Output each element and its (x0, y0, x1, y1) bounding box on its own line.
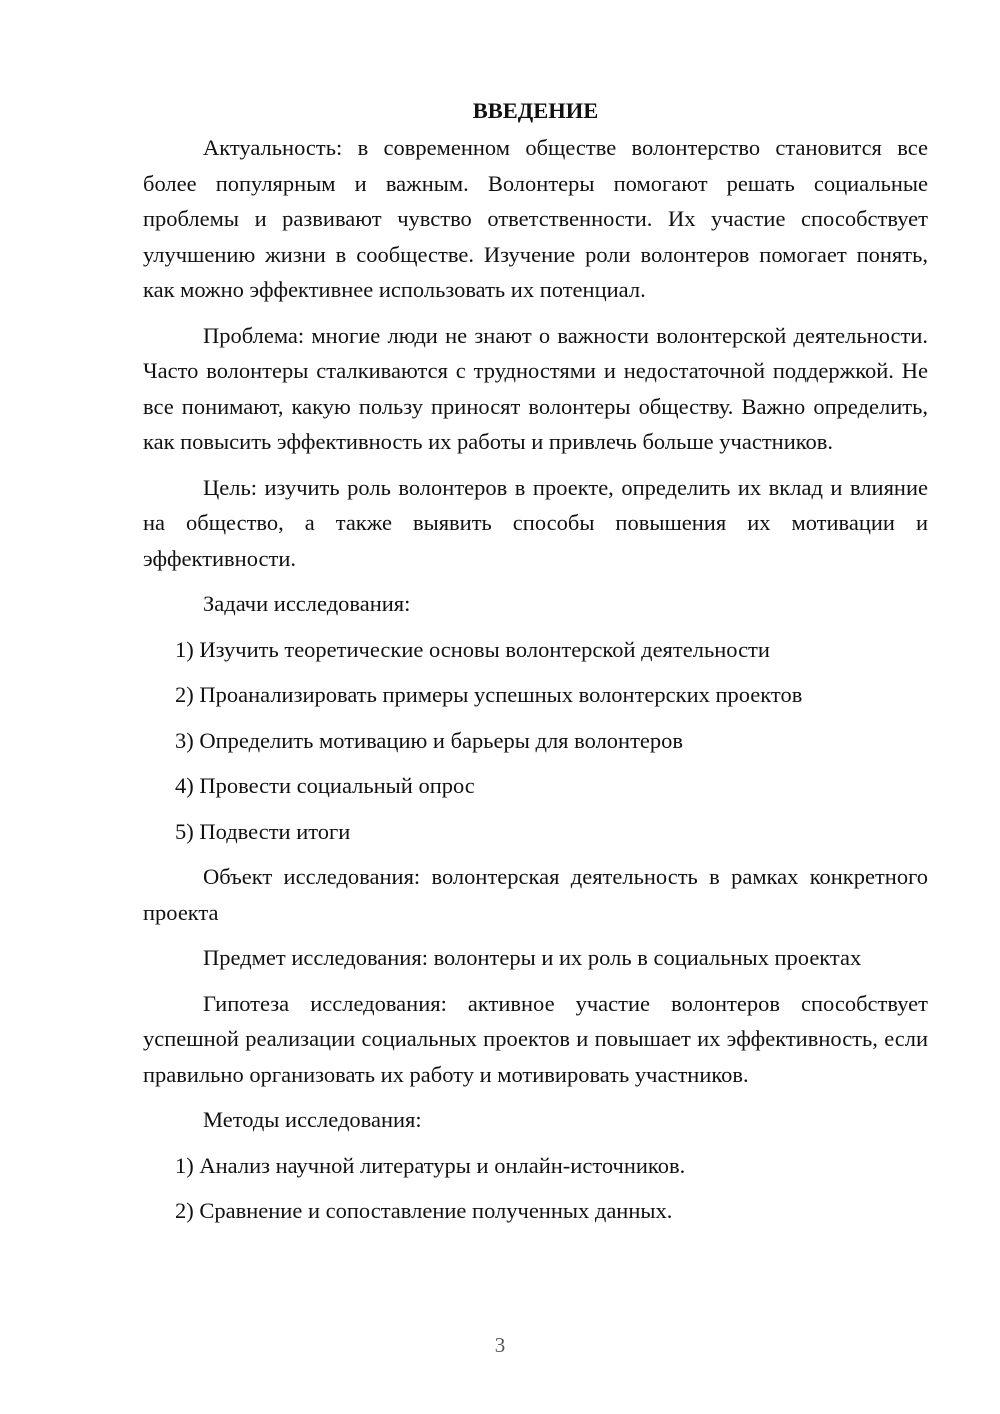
hypothesis-paragraph: Гипотеза исследования: активное участие волонтеров способствует успешной реализации социальных проектов и повышает их эффективность, если правильно организовать их работу и мотивировать участников. (143, 990, 928, 1087)
tasks-list (143, 632, 928, 850)
list-item: 3) Определить мотивацию и барьеры для волонтеров (175, 727, 684, 753)
list-item: 1) Изучить теоретические основы волонтерской деятельности (175, 636, 770, 662)
list-item: 2) Проанализировать примеры успешных волонтерских проектов (175, 682, 803, 707)
object-paragraph: Объект исследования: волонтерская деятельность в рамках конкретного проекта (143, 864, 928, 925)
methods-list (143, 1148, 928, 1229)
page-number: 3 (494, 1333, 506, 1357)
list-item: 2) Сравнение и сопоставление полученных данных. (175, 1198, 673, 1223)
methods-heading: Методы исследования: (203, 1107, 422, 1132)
goal-paragraph: Цель: изучить роль волонтеров в проекте, определить их вклад и влияние на общество, а также выявить способы повышения их мотивации и эффективности. (143, 474, 928, 571)
relevance-paragraph: Актуальность: в современном обществе волонтерство становится все более популярным и важным. Волонтеры помогают решать социальные проблемы и развивают чувство ответственности. Их участие способствует улучшению жизни в сообществе. Изучение роли волонтеров помогает понять, как можно эффективнее использовать их потенциал. (143, 135, 928, 302)
subject-paragraph: Предмет исследования: волонтеры и их роль в социальных проектах (203, 945, 862, 970)
problem-paragraph: Проблема: многие люди не знают о важности волонтерской деятельности. Часто волонтеры сталкиваются с трудностями и недостаточной поддержкой. Не все понимают, какую пользу приносят волонтеры обществу. Важно определить, как повысить эффективность их работы и привлечь больше участников. (143, 322, 928, 454)
section-title: ВВЕДЕНИЕ (472, 98, 599, 123)
document-body (143, 96, 928, 1239)
tasks-heading: Задачи исследования: (203, 591, 411, 616)
list-item: 5) Подвести итоги (175, 818, 351, 844)
list-item: 4) Провести социальный опрос (175, 773, 475, 798)
list-item: 1) Анализ научной литературы и онлайн-источников. (175, 1152, 686, 1178)
